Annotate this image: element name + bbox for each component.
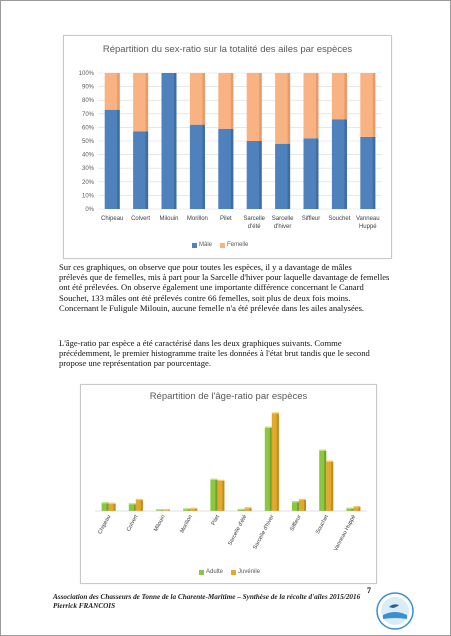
text-line: L'âge-ratio par espèce a été caractérisé dans les deux graphiques suivants. Comme [59, 338, 342, 348]
legend-swatch-male [192, 243, 197, 248]
bar-male-shade [344, 119, 347, 209]
bar-male-shade [316, 138, 319, 209]
bar-shade [358, 507, 360, 511]
x-tick-label: Sarcelle [271, 216, 294, 222]
bar-top [129, 503, 136, 504]
text-line: Souchet, 133 mâles ont été prélevés contre 66 femelles, soit plus de deux fois moins. [59, 292, 351, 303]
legend-item-juvenile [231, 569, 260, 575]
x-tick-label: Colvert [125, 514, 140, 533]
bar-shade [331, 462, 333, 511]
footer-association: Association des Chasseurs de Tonne de la Charente-Maritime – Synthèse de la récolte d'ailes 2015/2016 [53, 593, 361, 601]
legend-swatch-female [220, 243, 225, 248]
bar-female-shade [288, 73, 291, 144]
bar-group [292, 499, 306, 511]
bar-group [319, 450, 333, 511]
x-tick-label: Milouin [153, 514, 167, 533]
y-tick-label: 20% [81, 179, 94, 186]
bar-group [183, 508, 197, 511]
chart-title: Répartition de l'âge-ratio par espèces [149, 391, 308, 402]
sex-ratio-chart [63, 35, 392, 259]
bar-shade [250, 508, 252, 511]
text-line: Concernant le Fuligule Milouin, aucune femelle n'a été prélevée dans les ailes analysées. [59, 302, 365, 313]
x-tick-label: d'hiver [273, 224, 292, 230]
legend-item-male [192, 242, 212, 248]
x-tick-label: Chipeau [101, 216, 124, 222]
legend-swatch-adult [199, 570, 204, 575]
page-footer [53, 593, 360, 610]
y-tick-label: 70% [81, 111, 94, 118]
bar-top [210, 479, 217, 480]
bar-stack [332, 73, 347, 209]
bar-shade [277, 414, 279, 511]
bar-top [183, 508, 190, 509]
bar-male-shade [146, 131, 149, 209]
x-tick-label: Souchet [328, 216, 351, 222]
bar-top [136, 499, 143, 500]
bar-top [109, 503, 116, 504]
bar-stack [304, 73, 319, 209]
bar-stack [275, 73, 290, 209]
bar-top [102, 502, 109, 503]
bar-top [217, 480, 224, 481]
bar-shade [134, 504, 136, 511]
y-tick-label: 60% [81, 125, 94, 132]
bar-top [163, 509, 170, 510]
legend-label-juvenile: Juvénile [238, 569, 261, 575]
association-logo [375, 591, 415, 631]
y-tick-label: 40% [81, 152, 94, 159]
y-tick-label: 100% [78, 71, 94, 77]
y-tick-label: 30% [81, 166, 94, 173]
bar-stack [360, 73, 375, 209]
x-tick-label: Vanneau Huppé [333, 514, 358, 553]
bar-group [102, 502, 116, 511]
age-ratio-chart [80, 384, 377, 584]
x-tick-label: Morillon [186, 216, 208, 222]
chart-legend [199, 569, 260, 575]
x-tick-label: Vanneau [356, 216, 380, 222]
bar-male-shade [231, 129, 234, 209]
x-tick-label: Sarcelle d'été [227, 514, 249, 547]
bar-female-shade [259, 73, 262, 141]
x-tick-label: Huppé [358, 224, 377, 230]
bar-female-shade [373, 73, 376, 137]
legend-label-female: Femelle [227, 242, 249, 248]
chart-legend [192, 242, 248, 248]
paragraph-sex-ratio [59, 262, 394, 313]
y-tick-label: 90% [81, 84, 94, 91]
bar-stack [162, 73, 177, 209]
bar-group [238, 507, 252, 511]
x-tick-label: Sarcelle [243, 216, 266, 222]
bar-top [299, 499, 306, 500]
bar-male-shade [373, 137, 376, 209]
sex-ratio-chart-svg [64, 36, 391, 258]
bar-top [272, 412, 279, 413]
bar-male-shade [259, 141, 262, 209]
x-tick-label: Sarcelle d'hiver [252, 514, 276, 551]
bar-shade [195, 509, 197, 511]
text-line: prélevés que de femelles, mis à part pour la Sarcelle d'hiver pour laquelle davantage de femelles [59, 272, 390, 283]
bar-group [346, 506, 360, 511]
bar-group [265, 412, 279, 511]
x-tick-label: Pilet [210, 514, 222, 527]
bar-female-shade [316, 73, 319, 138]
x-tick-label: Chipeau [97, 514, 113, 536]
bar-top [346, 508, 353, 509]
legend-swatch-juvenile [231, 570, 236, 575]
legend-item-adult [199, 569, 223, 575]
bar-top [292, 501, 299, 502]
bar-shade [304, 500, 306, 511]
bar-male-shade [117, 110, 120, 209]
bar-shade [215, 480, 217, 511]
bar-top [265, 427, 272, 428]
bar-top [238, 509, 245, 510]
bar-female-shade [202, 73, 205, 125]
bar-shade [324, 451, 326, 511]
chart-title: Répartition du sex-ratio sur la totalité des ailes par espèces [102, 44, 353, 55]
text-line: précédemment, le premier histogramme traite les données à l'état brut tandis que le second [59, 348, 370, 359]
x-tick-label: Siffleur [289, 514, 303, 533]
y-tick-label: 10% [81, 193, 94, 200]
x-tick-label: Souchet [315, 514, 330, 536]
bar-male-shade [288, 144, 291, 209]
bar-shade [222, 481, 224, 511]
bar-group [210, 479, 224, 511]
bar-female-shade [146, 73, 149, 131]
bar-male-shade [174, 73, 177, 209]
bar-top [190, 508, 197, 509]
legend-label-adult: Adulte [206, 569, 224, 575]
age-ratio-chart-svg [81, 385, 376, 583]
bar-stack [105, 73, 120, 209]
bar-stack [218, 73, 233, 209]
text-line: Sur ces graphiques, on observe que pour toutes les espèces, il y a davantage de mâles [59, 262, 352, 272]
y-tick-label: 80% [81, 98, 94, 105]
bar-top [353, 506, 360, 507]
x-tick-label: Pilet [219, 216, 232, 222]
x-tick-label: d'été [247, 224, 261, 230]
text-line: ont été prélevées. On observe également une importante différence concernant le Canard [59, 282, 364, 293]
bar-top [319, 450, 326, 451]
bar-top [245, 507, 252, 508]
bar-top [156, 509, 163, 510]
y-tick-label: 0% [85, 207, 94, 213]
bar-stack [133, 73, 148, 209]
bar-stack [247, 73, 262, 209]
x-tick-label: Morillon [179, 514, 194, 535]
bar-male-shade [202, 125, 205, 209]
bar-shade [297, 502, 299, 511]
x-tick-label: Siffleur [301, 216, 321, 222]
x-tick-label: Colvert [131, 216, 151, 222]
x-tick-label: Milouin [159, 216, 179, 222]
bar-shade [141, 500, 143, 511]
text-line: propose une représentation par pourcentage. [59, 358, 211, 369]
bar-stack [190, 73, 205, 209]
legend-item-female [220, 242, 248, 248]
bar-shade [114, 504, 116, 511]
bar-female-shade [117, 73, 120, 110]
bar-shade [270, 428, 272, 511]
paragraph-age-ratio [59, 338, 394, 369]
bar-shade [351, 509, 353, 511]
legend-label-male: Mâle [199, 242, 213, 248]
footer-author: Pierrick FRANCOIS [53, 601, 116, 610]
y-tick-label: 50% [81, 139, 94, 145]
bar-top [326, 461, 333, 462]
bar-shade [107, 503, 109, 511]
bar-female-shade [231, 73, 234, 129]
bar-group [129, 499, 143, 511]
bar-female-shade [344, 73, 347, 119]
page-number: 7 [367, 586, 371, 595]
